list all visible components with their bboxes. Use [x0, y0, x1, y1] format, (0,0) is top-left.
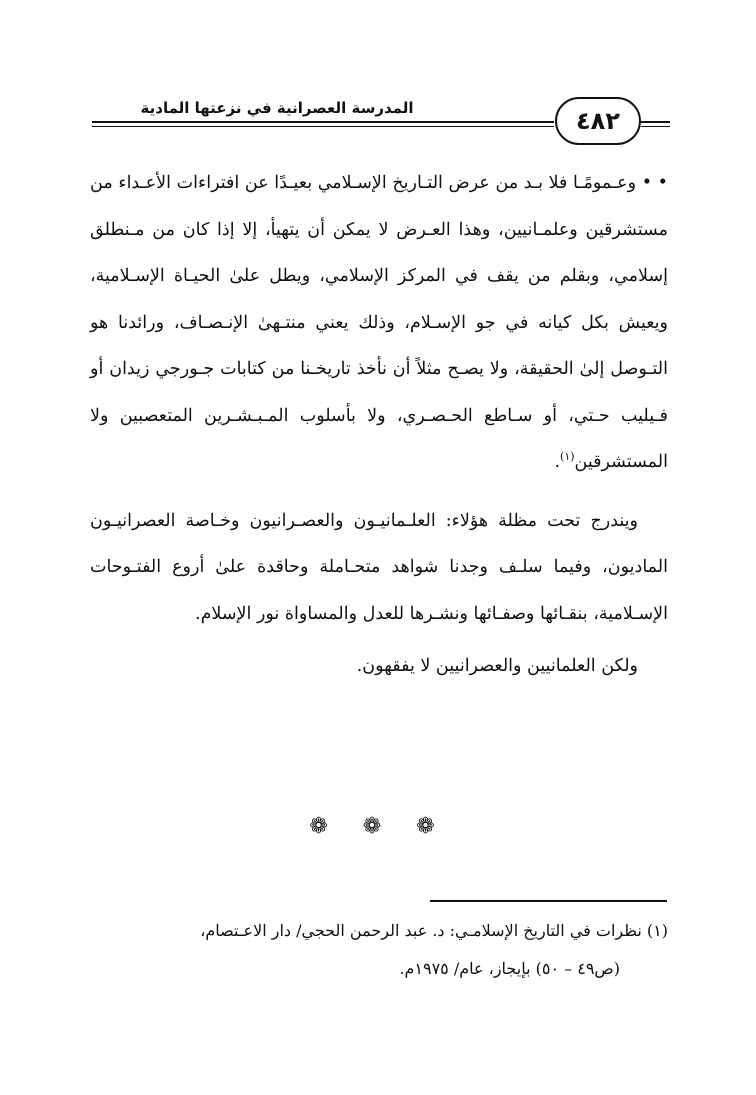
page-number-badge [555, 97, 641, 145]
running-title: المدرسة العصرانية في نزعتها المادية [132, 98, 422, 118]
footnote-reference[interactable]: (١) [560, 450, 575, 464]
paragraph-1-text: • • وعـمومًـا فلا بـد من عرض التـاريخ الإسـلامي بعيـدًا عن افتراءات الأعـداء من مستشرقين وعلمـانيين، وهذا العـرض لا يمكن أن يتهيأ، إلا إذا كان من مـنطلق إسلامي، وبقلم من يقف في المركز الإسلامي، ويطل علىٰ الحيـاة الإسـلامية، ويعيش بكل كيانه في جو الإسـلام، وذلك يعني منتـهىٰ الإنـصـاف، ورائدنا هو التـوصل إلىٰ الحقيقة، ولا يصـح مثلاً أن نأخذ تاريخـنا من كتابات جـورجي زيدان أو فـيليب حـتي، أو سـاطع الحـصـري، ولا بأسلوب المـبـشـرين المتعصبين ولا المستشرقين [90, 173, 668, 472]
footnote-line-2: (ص٤٩ – ٥٠) بإيجاز، عام/ ١٩٧٥م. [399, 959, 620, 978]
header-rule-bottom [92, 126, 554, 127]
paragraph-2: ويندرج تحت مظلة هؤلاء: العلـمانيـون والعصـرانيون وخـاصة العصرانيـون الماديون، وفيما سلـف وجدنا شواهد متحـاملة وحاقدة علىٰ أروع الفتـوحات الإسـلامية، بنقـائها وصفـائها ونشـرها للعدل والمساواة نور الإسلام. [90, 510, 668, 624]
header-rule-right-top [641, 121, 670, 123]
page-number: ٤٨٢ [576, 107, 620, 135]
paragraph-1 [90, 160, 668, 486]
paragraph-1-end: . [554, 452, 561, 472]
footnote-line-1: (١) نظرات في التاريخ الإسلامـي: د. عبد الرحمن الحجي/ دار الاعـتصام، [200, 921, 668, 940]
paragraph-3: ولكن العلمانيين والعصرانيين لا يفقهون. [356, 656, 638, 676]
page-header [0, 0, 756, 140]
footnotes [90, 912, 668, 988]
section-divider-ornament: ❁ ❁ ❁ [309, 814, 449, 839]
header-rule-top [92, 121, 554, 123]
body-text [90, 160, 668, 690]
header-rule-right-bottom [641, 126, 670, 127]
footnote-separator [430, 900, 667, 902]
